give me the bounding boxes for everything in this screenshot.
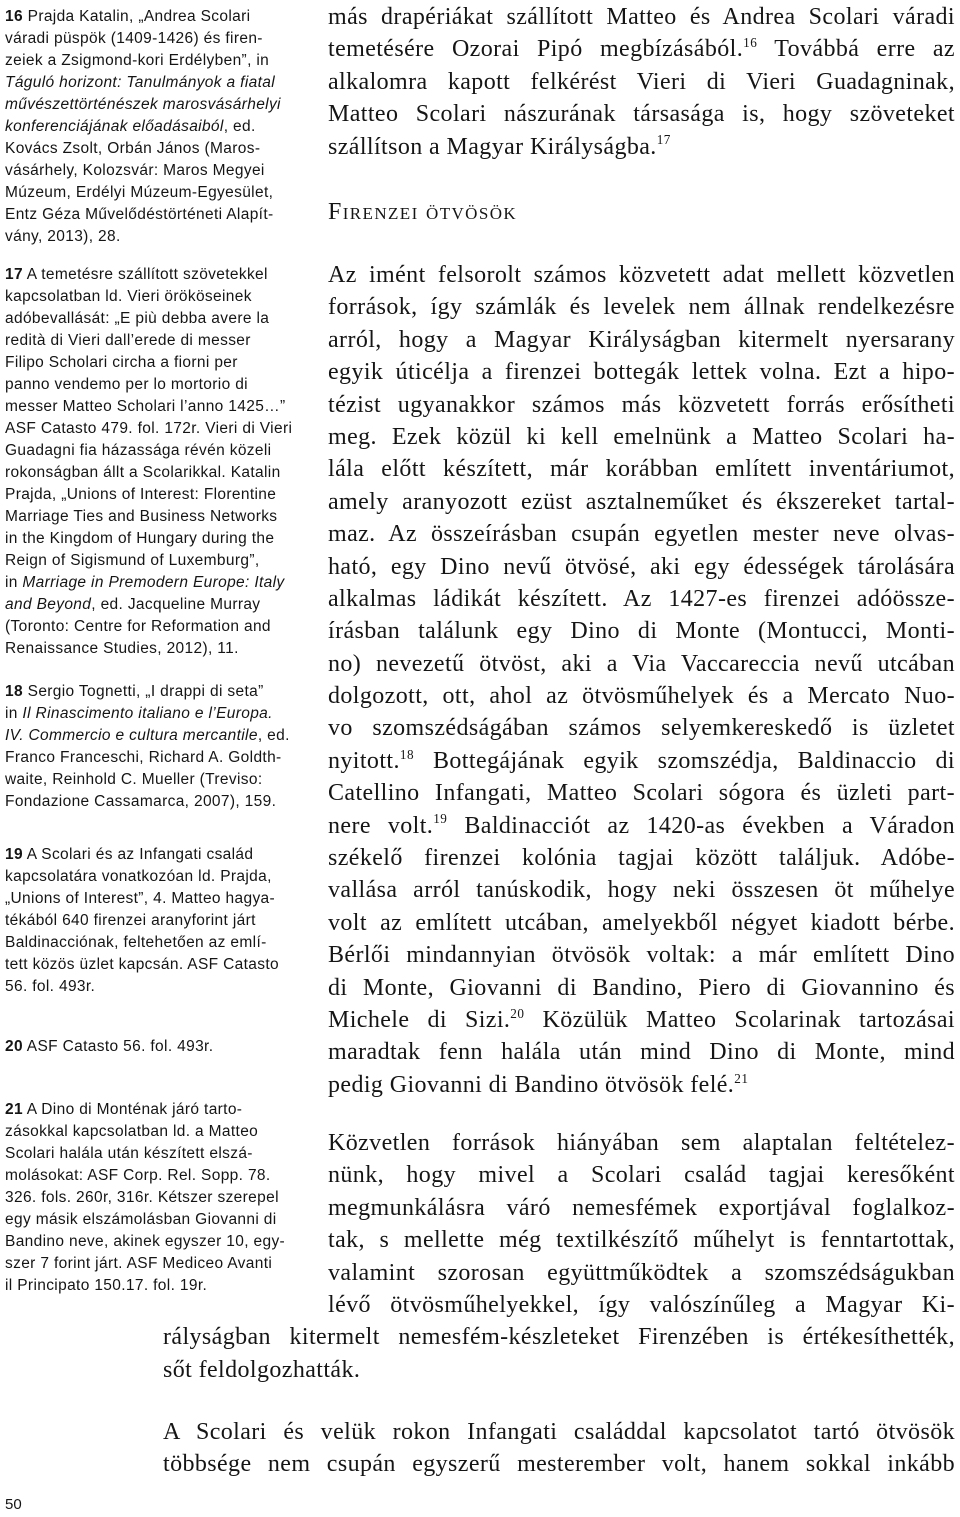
body-line: többsége nem csupán egyszerű mesterember volt, hanem sokkal inkább [163, 1451, 955, 1478]
italic-title: művészettörténészek marosvásárhelyi [5, 96, 281, 113]
footnote-number: 19 [5, 846, 23, 863]
body-line: arról, hogy a Magyar Királyságban kitermelt nyersarany [328, 326, 955, 353]
footnote-line: Franco Franceschi, Richard A. Goldth- [5, 749, 282, 766]
footnote-line: Prajda, „Unions of Interest: Florentine [5, 486, 277, 503]
italic-title: konferenciájának előadásaiból [5, 118, 224, 135]
italic-title: and Beyond [5, 596, 92, 613]
body-line: lévő ötvösműhelyekkel, így valószínűleg a Magyar Ki- [328, 1291, 955, 1318]
footnote-line: Reign of Sigismund of Luxemburg”, [5, 552, 260, 569]
footnote-reference: 20 [510, 1005, 525, 1021]
footnote-number: 16 [5, 8, 23, 25]
body-line: maz. Az összeírásban csupán egyetlen mester neve olvas- [328, 521, 955, 548]
footnote-line: il Principato 150.17. fol. 19r. [5, 1277, 208, 1294]
footnote-reference: 16 [743, 35, 758, 51]
footnote-19 [5, 844, 305, 998]
body-line: no) nevezetű ötvöst, aki a Via Vaccareccia nevű utcában [328, 650, 955, 677]
footnote-21 [5, 1099, 305, 1297]
footnote-line [5, 72, 305, 94]
footnote-reference: 19 [433, 811, 448, 827]
footnote-line: Entz Géza Művelődéstörténeti Alapít- [5, 206, 274, 223]
footnote-line: in the Kingdom of Hungary during the [5, 530, 275, 547]
footnote-line: szer 7 forint járt. ASF Mediceo Avanti [5, 1255, 273, 1272]
body-line: maradtak fenn halála után mind Dino di Monte, mind [328, 1039, 955, 1066]
body-line: valamint szorosan együttműködtek a szomszédságukban [328, 1259, 955, 1286]
italic-title: Il Rinascimento italiano e l’Europa. [22, 705, 273, 722]
body-line: Matteo Scolari nászurának társasága is, hogy szöveteket [328, 101, 955, 128]
footnote-line: 19 A Scolari és az Infangati család [5, 846, 254, 863]
footnote-line: rokonságban állt a Scolarikkal. Katalin [5, 464, 281, 481]
body-line: Közvetlen források hiányában sem alaptalan feltételez- [328, 1130, 955, 1156]
footnote-line: IV. Commercio e cultura mercantile, ed. [5, 727, 290, 744]
footnote-line: vány, 2013), 28. [5, 228, 121, 245]
footnote-line: tékából 640 firenzei aranyforint járt [5, 912, 256, 929]
footnote-line: 17 A temetésre szállított szövetekkel [5, 266, 268, 283]
body-line: alkalomra kapott felkérést Vieri di Vieri Guadagninak, [328, 68, 955, 95]
footnote-number: 18 [5, 683, 23, 700]
footnote-line: ASF Catasto 479. fol. 172r. Vieri di Vieri [5, 420, 293, 437]
body-line: vo szomszédságában számos selyemkereskedő is üzletet [328, 715, 955, 742]
paragraph-2-wide [163, 1321, 955, 1386]
body-line: nünk, hogy mivel a Scolari család tagjai keresőként [328, 1162, 955, 1189]
footnote-line: in Marriage in Premodern Europe: Italy [5, 574, 285, 591]
body-line: sőt feldolgozhatták. [163, 1356, 361, 1383]
body-line: Michele di Sizi.$^{20}$ Közülük Matteo Scolarinak tartozásai [328, 1005, 955, 1033]
footnote-line: 20 ASF Catasto 56. fol. 493r. [5, 1038, 214, 1055]
body-line: nere volt.$^{19}$ Baldinacciót az 1420-as években a Váradon [328, 811, 955, 839]
footnote-line: and Beyond, ed. Jacqueline Murray [5, 596, 261, 613]
paragraph-1 [328, 259, 955, 1101]
body-line: meg. Ezek közül ki kell emelnünk a Matteo Scolari ha- [328, 423, 955, 450]
body-line: források, így számlák és levelek nem állnak rendelkezésre [328, 294, 955, 321]
footnote-line: panno vendemo per lo mortorio di [5, 376, 248, 393]
footnote-number: 21 [5, 1101, 23, 1118]
footnote-line: 326. fols. 260r, 316r. Kétszer szerepel [5, 1189, 279, 1206]
body-line: di Monte, Giovanni di Bandino, Piero di Giovannino és [328, 974, 955, 1001]
footnote-line: adóbevallását: „E più debba avere la [5, 310, 270, 327]
body-line: írásban találunk egy Dino di Monte (Montucci, Monti- [328, 618, 955, 645]
footnote-line: molásokat: ASF Corp. Rel. Sopp. 78. [5, 1167, 271, 1184]
body-line: temetésére Ozorai Pipó megbízásából.$^{16}$ Továbbá erre az [328, 35, 955, 63]
footnote-line: messer Matteo Scholari l’anno 1425…” [5, 398, 286, 415]
footnote-line: waite, Reinhold C. Mueller (Treviso: [5, 771, 263, 788]
footnote-line: 56. fol. 493r. [5, 978, 96, 995]
paragraph-2-narrow [328, 1127, 955, 1321]
body-line: Catellino Infangati, Matteo Scolari sógora és üzleti part- [328, 780, 955, 807]
body-line: Az imént felsorolt számos közvetett adat mellett közvetlen [328, 262, 955, 288]
footnote-line: 21 A Dino di Monténak járó tarto- [5, 1101, 243, 1118]
footnote-line: egy másik elszámolásban Giovanni di [5, 1211, 277, 1228]
body-line: tézist ugyanakkor számos más közvetett forrás erősítheti [328, 391, 955, 418]
footnote-line: 18 Sergio Tognetti, „I drappi di seta” [5, 683, 264, 700]
footnote-line: in Il Rinascimento italiano e l’Europa. [5, 705, 273, 722]
footnote-line: Guadagni fia házassága révén közeli [5, 442, 272, 459]
footnote-line: kapcsolatára vonatkozóan ld. Prajda, [5, 868, 272, 885]
footnote-line [5, 94, 305, 116]
italic-title: Marriage in Premodern Europe: Italy [22, 574, 285, 591]
footnote-line: konferenciájának előadásaiból, ed. [5, 118, 256, 135]
page-number: 50 [5, 1496, 22, 1513]
footnote-20 [5, 1036, 305, 1058]
body-line: egyik úticélja a firenzei bottegák lettek volna. Ezt a hipo- [328, 359, 955, 386]
footnote-line: Baldinacciónak, feltehetően az emlí- [5, 934, 267, 951]
footnote-number: 17 [5, 266, 23, 283]
body-line: dolgozott, ott, ahol az ötvösműhelyek és a Mercato Nuo- [328, 683, 955, 710]
body-line: ható, egy Dino nevű ötvösé, aki egy édességek tárolására [328, 553, 955, 580]
body-line: nyitott.$^{18}$ Bottegájának egyik szomszédja, Baldinaccio di [328, 746, 955, 774]
body-line: más drapériákat szállított Matteo és Andrea Scolari váradi [328, 4, 955, 30]
footnote-line: Renaissance Studies, 2012), 11. [5, 640, 239, 657]
footnote-line: váradi püspök (1409-1426) és firen- [5, 30, 263, 47]
section-heading: Firenzei ötvösök [328, 199, 518, 225]
continued-paragraph [328, 1, 955, 163]
body-line: székelő firenzei kolónia tagjai között találjuk. Adóbe- [328, 845, 955, 872]
body-line: tak, s mellette még textilkészítő műhelyt is fenntartottak, [328, 1227, 955, 1254]
body-line: A Scolari és velük rokon Infangati családdal kapcsolatot tartó ötvösök [163, 1419, 955, 1445]
footnote-number: 20 [5, 1038, 23, 1055]
footnote-line: tett közös üzlet kapcsán. ASF Catasto [5, 956, 279, 973]
body-line: lála előtt készített, már korábban említett inventáriumot, [328, 456, 955, 483]
body-line: alkalmas ládikát készített. Az 1427-es firenzei adóössze- [328, 585, 955, 612]
footnote-line: Scolari halála után készített elszá- [5, 1145, 253, 1162]
footnote-line: Marriage Ties and Business Networks [5, 508, 278, 525]
footnote-line: Filipo Scholari circha a fiorni per [5, 354, 238, 371]
footnote-line: vásárhely, Kolozsvár: Maros Megyei [5, 162, 265, 179]
footnote-reference: 18 [399, 746, 415, 762]
footnote-line: Fondazione Cassamarca, 2007), 159. [5, 793, 277, 810]
footnote-line: Bandino neve, akinek egyszer 10, egy- [5, 1233, 286, 1250]
body-line: vallása arról tanúskodik, hogy neki összesen öt műhelye [328, 877, 955, 904]
footnote-line: Kovács Zsolt, Orbán János (Maros- [5, 140, 261, 157]
body-line: megmunkálásra váró nemesfémek exportjával foglalkoz- [328, 1194, 955, 1221]
footnote-line: redità di Vieri dall’erede di messer [5, 332, 251, 349]
body-line: rályságban kitermelt nemesfém-készleteket Firenzében is értékesíthették, [163, 1324, 955, 1351]
footnote-18 [5, 681, 305, 813]
footnote-reference: 21 [734, 1070, 749, 1086]
footnote-line: zeiek a Zsigmond-kori Erdélyben”, in [5, 52, 270, 69]
footnote-line: „Unions of Interest”, 4. Matteo hagya- [5, 890, 276, 907]
footnote-17 [5, 264, 305, 660]
footnote-reference: 17 [656, 132, 671, 148]
body-line: szállítson a Magyar Királyságba.$^{17}$ [328, 132, 671, 160]
body-line: volt az említett utcában, amelyekből négyet kiadott bérbe. [328, 909, 955, 936]
footnote-line: (Toronto: Centre for Reformation and [5, 618, 271, 635]
paragraph-3 [163, 1416, 955, 1481]
footnote-line: Múzeum, Erdélyi Múzeum-Egyesület, [5, 184, 274, 201]
footnote-16 [5, 6, 305, 248]
body-line: pedig Giovanni di Bandino ötvösök felé.$^{21}$ [328, 1070, 749, 1098]
footnote-line: zásokkal kapcsolatban ld. a Matteo [5, 1123, 259, 1140]
italic-title: IV. Commercio e cultura mercantile [5, 727, 258, 744]
body-line: amely aranyozott ezüst asztalneműket és ékszereket tartal- [328, 488, 955, 515]
body-line: Bérlői mindannyian ötvösök voltak: a már említett Dino [328, 942, 955, 969]
italic-title: Táguló horizont: Tanulmányok a fiatal [5, 74, 276, 91]
footnote-line: kapcsolatban ld. Vieri örököseinek [5, 288, 252, 305]
footnote-line: 16 Prajda Katalin, „Andrea Scolari [5, 8, 251, 25]
